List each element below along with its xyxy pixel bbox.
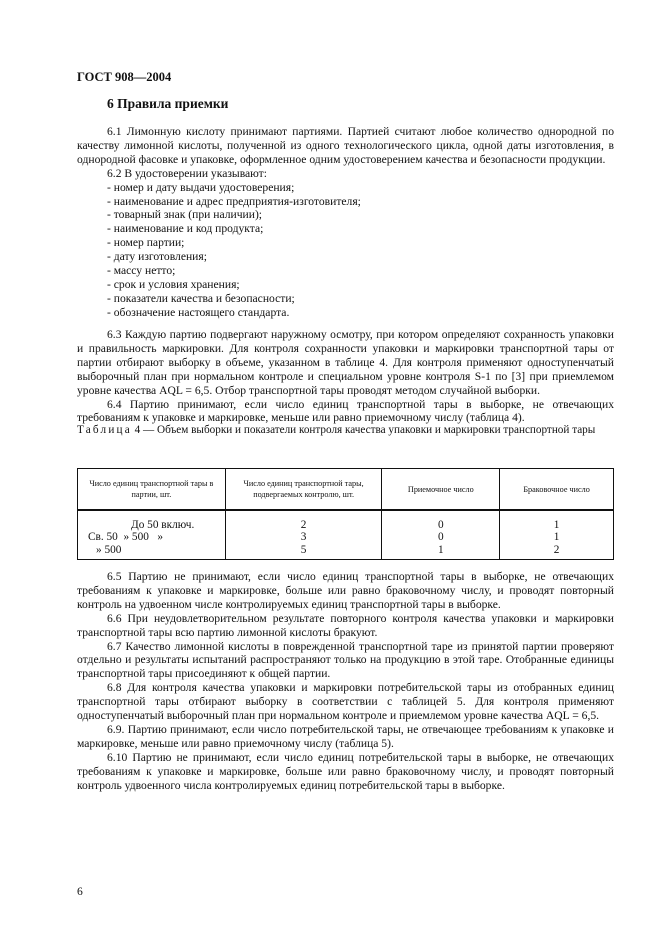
table-cell: 0 — [382, 531, 500, 543]
table-row — [78, 544, 614, 560]
table-cell: » 500 — [78, 544, 226, 560]
table-cell: 1 — [500, 510, 614, 531]
table-cell: 2 — [225, 510, 382, 531]
table-cell: 5 — [225, 544, 382, 560]
paragraph-6-9: 6.9. Партию принимают, если число потребительской тары, не отвечающее требованиям к упаковке и маркировке, меньше или равно приемочному числу (таблица 5). — [77, 722, 614, 750]
list-item: - срок и условия хранения; — [107, 277, 240, 291]
table-cell: 1 — [382, 544, 500, 560]
column-header: Браковочное число — [500, 469, 614, 511]
list-item: - наименование и адрес предприятия-изготовителя; — [107, 194, 361, 208]
column-header: Число единиц транспортной тары в партии, шт. — [78, 469, 226, 511]
paragraph-6-2: 6.2 В удостоверении указывают: — [107, 166, 267, 180]
table-cell: Св. 50 » 500 » — [78, 531, 226, 543]
table-cell: 0 — [382, 510, 500, 531]
section-title: 6 Правила приемки — [107, 96, 229, 111]
table-cell: 1 — [500, 531, 614, 543]
table-cell: 2 — [500, 544, 614, 560]
table-cell: 3 — [225, 531, 382, 543]
table-caption — [77, 424, 595, 436]
table-4 — [77, 468, 614, 560]
column-header: Число единиц транспортной тары, подвергаемых контролю, шт. — [225, 469, 382, 511]
paragraph-6-1: 6.1 Лимонную кислоту принимают партиями. Партией считают любое количество однородной по качеству лимонной кислоты, полученной из одного технологического цикла, одной даты изготовления, в однородной фасовке и упаковке, оформленное одним удостоверением качества и безопасности продукции. — [77, 125, 614, 166]
paragraph-6-5: 6.5 Партию не принимают, если число единиц транспортной тары в выборке, не отвечающих требованиям к упаковке и маркировке, больше или равно браковочному числу, и проводят повторный контроль на удвоенном числе контролируемых единиц транспортной тары в выборке. — [77, 570, 614, 611]
table-cell: До 50 включ. — [78, 510, 226, 531]
list-item: - наименование и код продукта; — [107, 222, 264, 236]
section-text-block — [77, 328, 614, 425]
table-row — [78, 510, 614, 531]
table-row — [78, 531, 614, 543]
column-header: Приемочное число — [382, 469, 500, 511]
paragraph-6-8: 6.8 Для контроля качества упаковки и маркировки потребительской тары из отобранных единиц транспортной тары отбирают выборку в соответствии с таблицей 5. Для контроля применяют одноступенчатый выборочный план при нормальном контроле и приемлемом уровне качества AQL = 6,5. — [77, 681, 614, 723]
list-item: - массу нетто; — [107, 264, 176, 278]
table-caption-label: Таблица — [77, 424, 132, 436]
paragraph-6-6: 6.6 При неудовлетворительном результате повторного контроля качества упаковки и маркировки транспортной тары всю партию лимонной кислоты бракуют. — [77, 611, 614, 639]
list-item: - обозначение настоящего стандарта. — [107, 305, 290, 319]
paragraph-6-3: 6.3 Каждую партию подвергают наружному осмотру, при котором определяют сохранность упаковки и правильность маркировки. Для контроля сохранности упаковки и маркировки транспортной тары от партии отбирают выборку в объеме, указанном в таблице 4. Для контроля применяют одноступенчатый выборочный план при нормальном контроле и специальном уровне контроля S-1 по [3] при приемлемом уровне качества AQL = 6,5. Отбор транспортной тары проводят методом случайной выборки. — [77, 328, 614, 397]
list-item: - показатели качества и безопасности; — [107, 291, 295, 305]
list-item: - дату изготовления; — [107, 250, 207, 264]
table-header-row — [78, 469, 614, 511]
list-item: - номер партии; — [107, 236, 185, 250]
section-text-block — [77, 570, 614, 793]
paragraph-6-7: 6.7 Качество лимонной кислоты в поврежденной транспортной таре из принятой партии проверяют отдельно и результаты испытаний распространяют только на продукцию в этой таре. Отобранные единицы транспортной тары присоединяют к общей партии. — [77, 639, 614, 681]
list-item: - номер и дату выдачи удостоверения; — [107, 180, 295, 194]
table-caption-text: 4 — Объем выборки и показатели контроля качества упаковки и маркировки транспортной тары — [131, 424, 596, 436]
document-header: ГОСТ 908—2004 — [77, 70, 172, 84]
section-text-block — [77, 125, 614, 320]
paragraph-6-4: 6.4 Партию принимают, если число единиц транспортной тары в выборке, не отвечающих требованиям к упаковке и маркировке, меньше или равно приемочному числу (таблица 4). — [77, 397, 614, 425]
page-number: 6 — [77, 885, 83, 898]
list-item: - товарный знак (при наличии); — [107, 208, 263, 222]
paragraph-6-10: 6.10 Партию не принимают, если число единиц потребительской тары в выборке, не отвечающих требованиям к упаковке и маркировке, больше или равно браковочному числу, и проводят повторный контроль удвоенного числа контролируемых единиц потребительской тары в выборке. — [77, 750, 614, 792]
